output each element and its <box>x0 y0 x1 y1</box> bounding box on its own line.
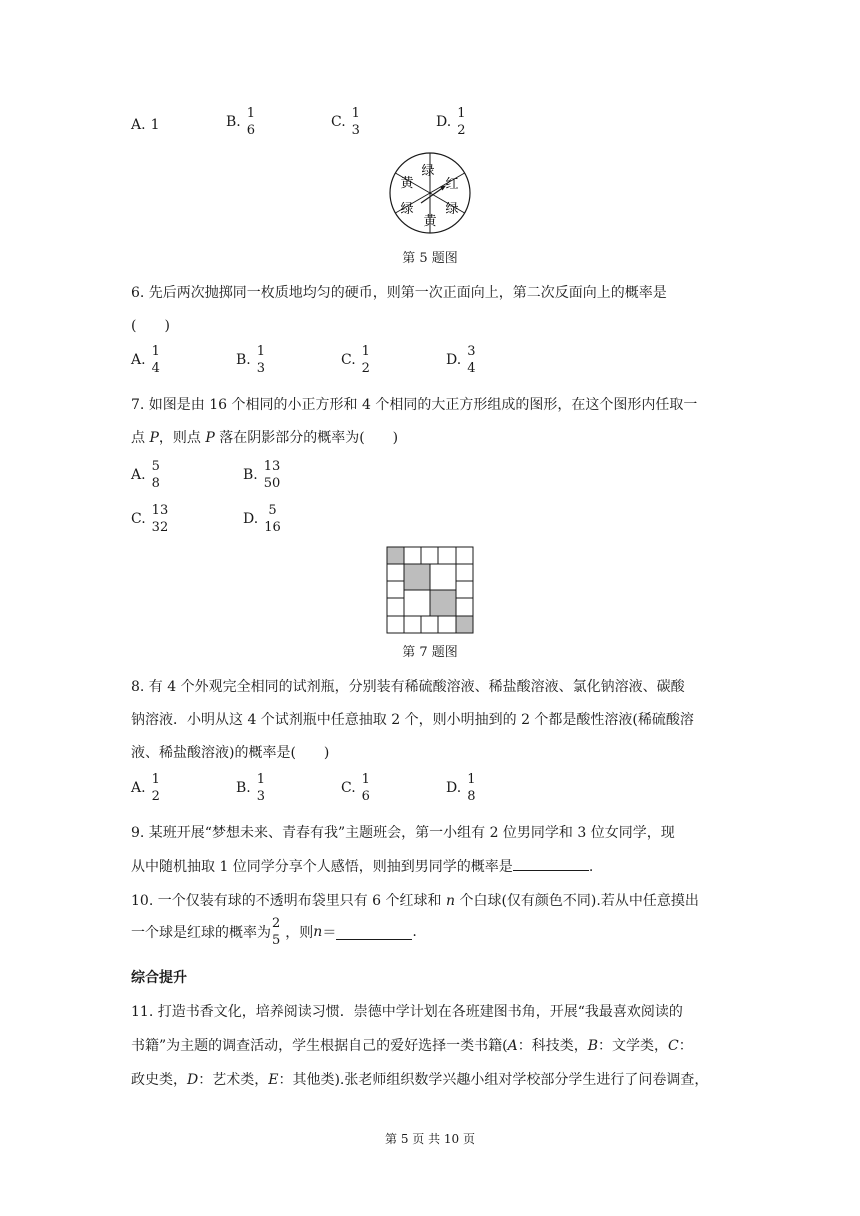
spinner-sector-lower-right: 绿 <box>445 202 459 217</box>
q8-text-line1: 8. 有 4 个外观完全相同的试剂瓶，分别装有稀硫酸溶液、稀盐酸溶液、氯化钠溶液、碳酸 <box>131 679 685 695</box>
q8-option-a: A. 1 2 <box>131 772 160 804</box>
q6-option-a: A. 1 4 <box>131 344 160 376</box>
q10-text-line1: 10. 一个仅装有球的不透明布袋里只有 6 个红球和 n 个白球(仅有颜色不同).若从中任意摸出 <box>131 893 699 909</box>
q9-answer-blank[interactable] <box>513 856 589 871</box>
q7-text-line2: 点 P，则点 P 落在阴影部分的概率为( ) <box>131 430 399 446</box>
q10-answer-blank[interactable] <box>336 925 412 940</box>
q8-option-b: B. 1 3 <box>236 772 266 804</box>
q5-option-c: C. 1 3 <box>331 106 360 138</box>
q7-option-a: A. 5 8 <box>131 459 160 491</box>
q5-option-b: B. 1 6 <box>226 106 256 138</box>
section-title: 综合提升 <box>131 970 187 986</box>
q5-option-d: D. 1 2 <box>436 106 466 138</box>
q8-text-line3: 液、稀盐酸溶液)的概率是( ) <box>131 745 330 761</box>
spinner-sector-upper-left: 黄 <box>400 176 414 191</box>
q6-text-line2: ( ) <box>131 318 170 334</box>
q7-option-b: B. 13 50 <box>243 459 281 491</box>
q9-text-line1: 9. 某班开展“梦想未来、青春有我”主题班会，第一小组有 2 位男同学和 3 位女同学，现 <box>131 825 675 841</box>
q11-text-line3: 政史类，D：艺术类，E：其他类).张老师组织数学兴趣小组对学校部分学生进行了问卷调查， <box>131 1072 709 1088</box>
page-footer: 第 5 页 共 10 页 <box>385 1132 475 1146</box>
q7-text-line1: 7. 如图是由 16 个相同的小正方形和 4 个相同的大正方形组成的图形，在这个图形内任取一 <box>131 397 698 413</box>
q7-option-c: C. 13 32 <box>131 503 169 535</box>
spinner-sector-lower-left: 绿 <box>400 202 414 217</box>
q11-text-line2: 书籍”为主题的调查活动，学生根据自己的爱好选择一类书籍(A：科技类，B：文学类，C： <box>131 1038 693 1054</box>
q5-option-a: A. 1 <box>131 117 160 133</box>
q6-option-c: C. 1 2 <box>341 344 370 376</box>
q5-caption: 第 5 题图 <box>402 251 458 266</box>
q8-option-c: C. 1 6 <box>341 772 370 804</box>
q6-text-line1: 6. 先后两次抛掷同一枚质地均匀的硬币，则第一次正面向上，第二次反面向上的概率是 <box>131 285 667 301</box>
spinner-figure <box>388 151 472 235</box>
q10-text-line2: 一个球是红球的概率为 2 5 ，则 n ＝ . <box>131 916 417 948</box>
spinner-sector-bottom: 黄 <box>423 214 437 229</box>
q7-option-d: D. 5 16 <box>243 503 281 535</box>
square-grid-figure <box>386 546 474 634</box>
q8-text-line2: 钠溶液．小明从这 4 个试剂瓶中任意抽取 2 个，则小明抽到的 2 个都是酸性溶液(稀硫酸溶 <box>131 712 694 728</box>
q11-text-line1: 11. 打造书香文化，培养阅读习惯．崇德中学计划在各班建图书角，开展“我最喜欢阅读的 <box>131 1004 683 1020</box>
spinner-sector-top: 绿 <box>421 164 435 179</box>
q6-option-b: B. 1 3 <box>236 344 266 376</box>
q8-option-d: D. 1 8 <box>446 772 476 804</box>
q9-text-line2: 从中随机抽取 1 位同学分享个人感悟，则抽到男同学的概率是 . <box>131 856 593 876</box>
q6-option-d: D. 3 4 <box>446 344 476 376</box>
spinner-sector-upper-right: 红 <box>445 177 459 192</box>
q7-caption: 第 7 题图 <box>402 645 458 660</box>
